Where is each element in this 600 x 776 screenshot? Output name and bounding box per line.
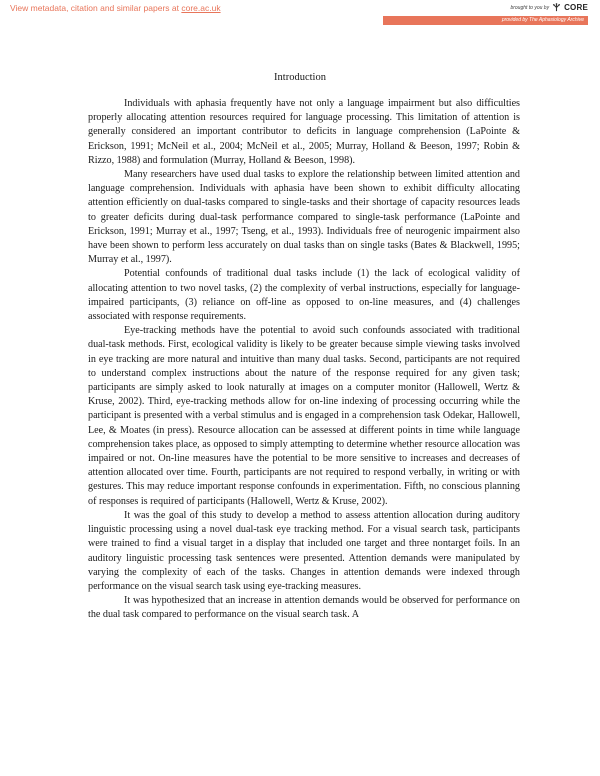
core-link-url[interactable]: core.ac.uk [181, 3, 221, 13]
document-body [88, 97, 520, 623]
paragraph-3: Potential confounds of traditional dual tasks include (1) the lack of ecological validity of allocating attention to two novel tasks, (2) the complexity of verbal instructions, especially for language-impaired participants, (3) reliance on off-line as opposed to on-line measures, and (4) challenges associated with response requirements. [88, 268, 520, 323]
brought-by-text: brought to you by [510, 4, 550, 11]
paragraph-5: It was the goal of this study to develop a method to assess attention allocation during auditory linguistic processing using a novel dual-task eye tracking method. For a visual search task, participants were trained to find a visual target in a display that included one target and three nontarget foils. In an auditory linguistic processing task sentences were presented. Attention demands were manipulated by varying the complexity of each of the tasks. Changes in attention demands were indexed through performance on the visual search task using eye-tracking measures. [88, 509, 520, 592]
core-banner [0, 0, 600, 27]
paragraph-2: Many researchers have used dual tasks to explore the relationship between limited attention and language comprehension. Individuals with aphasia have been shown to exhibit difficulty allocating attention efficiently on dual-tasks compared to single-tasks and their shortage of capacity resources leads to greater deficits during dual-task performance compared to single-task performance (LaPointe and Erickson, 1991; Murray et al., 1997; Tseng, et al., 1993). Individuals free of neurogenic impairment also have been shown to perform less accurately on dual tasks than on single tasks (Bates & Blackwell, 1995; Murray et al., 1997). [88, 169, 520, 266]
section-heading: Introduction [274, 72, 326, 83]
core-brand-name: CORE [564, 3, 588, 12]
core-logo-icon [552, 3, 561, 12]
provided-by-banner[interactable]: provided by The Aphasiology Archive [383, 16, 588, 25]
core-metadata-link[interactable] [10, 3, 221, 13]
paragraph-1: Individuals with aphasia frequently have not only a language impairment but also difficulties properly allocating attention resources required for language processing. This limitation of attention is generally considered an important contributor to deficits in language comprehension (LaPointe & Erickson, 1991; McNeil et al., 2004; McNeil et al., 2005; Murray, Holland & Beeson, 1997; Robin & Rizzo, 1988) and formulation (Murray, Holland & Beeson, 1998). [88, 98, 520, 166]
paragraph-6: It was hypothesized that an increase in attention demands would be observed for performance on the dual task compared to performance on the visual search task. A [88, 595, 520, 621]
core-link-prefix[interactable]: View metadata, citation and similar papers at [10, 3, 182, 13]
paragraph-4: Eye-tracking methods have the potential to avoid such confounds associated with traditional dual-task methods. First, ecological validity is likely to be greater because simple viewing tasks involved in eye tracking are more natural and intuitive than many dual tasks. Second, participants are not required to understand complex instructions about the nature of the response required for any given task; participants are simply asked to look naturally at images on a computer monitor (Hallowell, Wertz & Kruse, 2002). Third, eye-tracking methods allow for on-line indexing of processing occurring while the participant is presented with a verbal stimulus and is engaged in a comprehension task Odekar, Hallowell, Lee, & Moates (in press). Resource allocation can be assessed at different points in time while language comprehension takes place, as opposed to simply attempting to determine whether resource allocation was impaired or not. On-line measures have the potential to be more sensitive to increases and decreases of attention allocated over time. Fourth, participants are not required to respond verbally, in writing or with gestures. This may reduce important response confounds in experimentation. Fifth, no conscious planning of responses is required of participants (Hallowell, Wertz & Kruse, 2002). [88, 325, 520, 507]
brought-by-core[interactable] [510, 3, 588, 12]
